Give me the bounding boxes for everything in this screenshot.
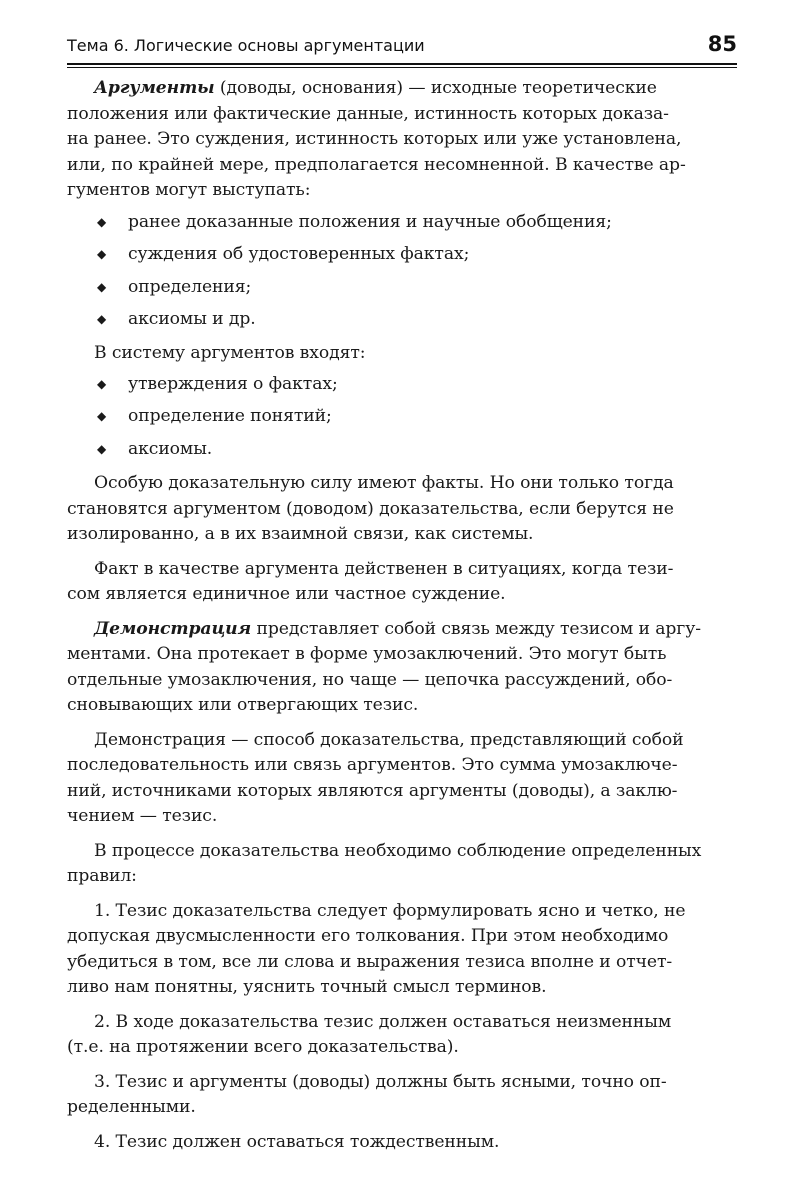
list-item: ◆ ранее доказанные положения и научные обобщения;	[94, 206, 736, 239]
list-item: ◆ определение понятий;	[94, 400, 736, 433]
page-body	[67, 72, 736, 1155]
rule-3: 3. Тезис и аргументы (доводы) должны быть ясными, точно оп- ределенными.	[67, 1071, 667, 1117]
header-rule-thin	[67, 67, 737, 68]
list-item: ◆ суждения об удостоверенных фактах;	[94, 238, 736, 271]
term-demonstration: Демонстрация	[94, 618, 252, 639]
diamond-bullet-icon: ◆	[97, 247, 107, 261]
term-arguments: Аргументы	[94, 78, 215, 98]
diamond-bullet-icon: ◆	[97, 409, 107, 423]
list-item: ◆ аксиомы.	[94, 433, 736, 466]
list-item: ◆ утверждения о фактах;	[94, 368, 736, 401]
diamond-bullet-icon: ◆	[97, 312, 107, 326]
paragraph-rules-intro: В процессе доказательства необходимо соблюдение определенных правил:	[67, 840, 702, 886]
paragraph-demonstration-definition: Демонстрация — способ доказательства, представляющий собой последовательность или связь аргументов. Это сумма умозаключе- ний, источниками которых являются аргументы (доводы), а заклю- чением — тезис.	[67, 729, 684, 826]
list-item: ◆ определения;	[94, 271, 736, 304]
paragraph-demonstration: Демонстрация представляет собой связь между тезисом и аргу- ментами. Она протекает в форме умозаключений. Это могут быть отдельные умозаключения, но чаще — цепочка рассуждений, обо- сновывающих или отвергающих тезис.	[67, 618, 701, 715]
diamond-bullet-icon: ◆	[97, 441, 107, 456]
running-header	[67, 32, 737, 62]
paragraph-system: В систему аргументов входят:	[94, 342, 366, 363]
argument-types-list	[94, 206, 736, 336]
diamond-bullet-icon: ◆	[97, 279, 107, 294]
argument-system-list	[94, 368, 736, 466]
diamond-bullet-icon: ◆	[97, 376, 107, 391]
paragraph-arguments: Аргументы (доводы, основания) — исходные теоретические положения или фактические данные, истинность которых доказа- на ранее. Это суждения, истинность которых или уже установлена, или, по крайней мере, предполагается несомненной. В качестве ар- гументов могут выступать:	[67, 78, 686, 200]
rule-1: 1. Тезис доказательства следует формулировать ясно и четко, не допуская двусмысленности его толкования. При этом необходимо убедиться в том, все ли слова и выражения тезиса вполне и отчет- ливо нам понятны, уяснить точный смысл терминов.	[67, 900, 686, 997]
paragraph-fact-argument: Факт в качестве аргумента действенен в ситуациях, когда тези- сом является единичное или частное суждение.	[67, 558, 674, 604]
list-item: ◆ аксиомы и др.	[94, 303, 736, 336]
diamond-bullet-icon: ◆	[97, 214, 107, 229]
rule-4: 4. Тезис должен оставаться тождественным.	[94, 1131, 500, 1152]
paragraph-facts: Особую доказательную силу имеют факты. Но они только тогда становятся аргументом (доводом) доказательства, если берутся не изолированно, а в их взаимной связи, как системы.	[67, 473, 674, 544]
chapter-title: Тема 6. Логические основы аргументации	[67, 36, 425, 55]
header-rule-thick	[67, 63, 737, 65]
page-number: 85	[707, 32, 737, 56]
rule-2: 2. В ходе доказательства тезис должен оставаться неизменным (т.е. на протяжении всего доказательства).	[67, 1011, 672, 1057]
